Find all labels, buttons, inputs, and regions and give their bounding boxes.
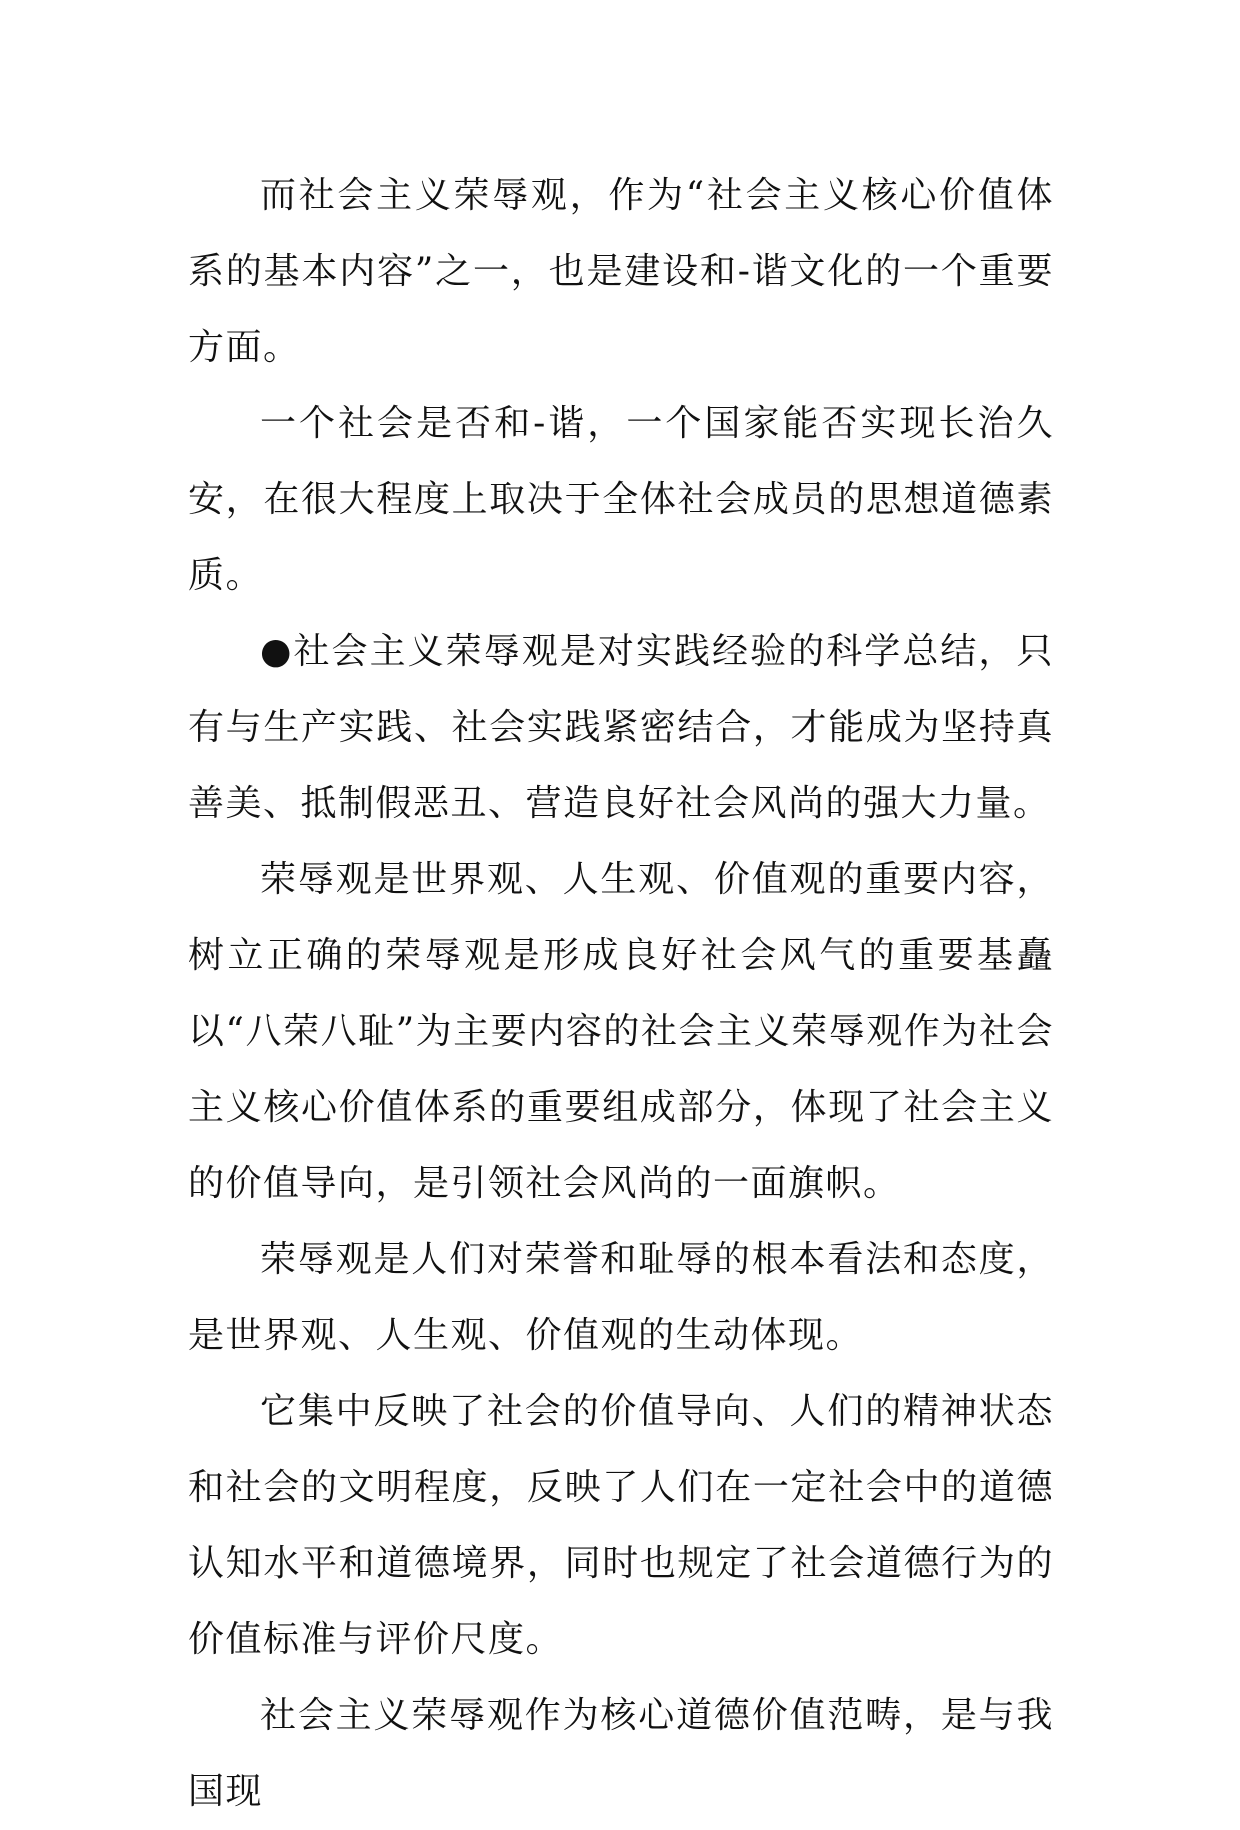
document-body [188, 158, 1054, 1830]
paragraph: ●社会主义荣辱观是对实践经验的科学总结，只有与生产实践、社会实践紧密结合，才能成为坚持真善美、抵制假恶丑、营造良好社会风尚的强大力量。 [188, 631, 1054, 824]
paragraph: 荣辱观是世界观、人生观、价值观的重要内容，树立正确的荣辱观是形成良好社会风气的重要基矗以“八荣八耻”为主要内容的社会主义荣辱观作为社会主义核心价值体系的重要组成部分，体现了社会主义的价值导向，是引领社会风尚的一面旗帜。 [188, 859, 1054, 1204]
paragraph: 一个社会是否和-谐，一个国家能否实现长治久安，在很大程度上取决于全体社会成员的思想道德素质。 [188, 403, 1054, 596]
paragraph: 它集中反映了社会的价值导向、人们的精神状态和社会的文明程度，反映了人们在一定社会中的道德认知水平和道德境界，同时也规定了社会道德行为的价值标准与评价尺度。 [188, 1391, 1054, 1660]
paragraph: 社会主义荣辱观作为核心道德价值范畴，是与我国现 [188, 1695, 1054, 1812]
paragraph: 而社会主义荣辱观，作为“社会主义核心价值体系的基本内容”之一，也是建设和-谐文化的一个重要方面。 [188, 175, 1054, 368]
paragraph: 荣辱观是人们对荣誉和耻辱的根本看法和态度，是世界观、人生观、价值观的生动体现。 [188, 1239, 1054, 1356]
